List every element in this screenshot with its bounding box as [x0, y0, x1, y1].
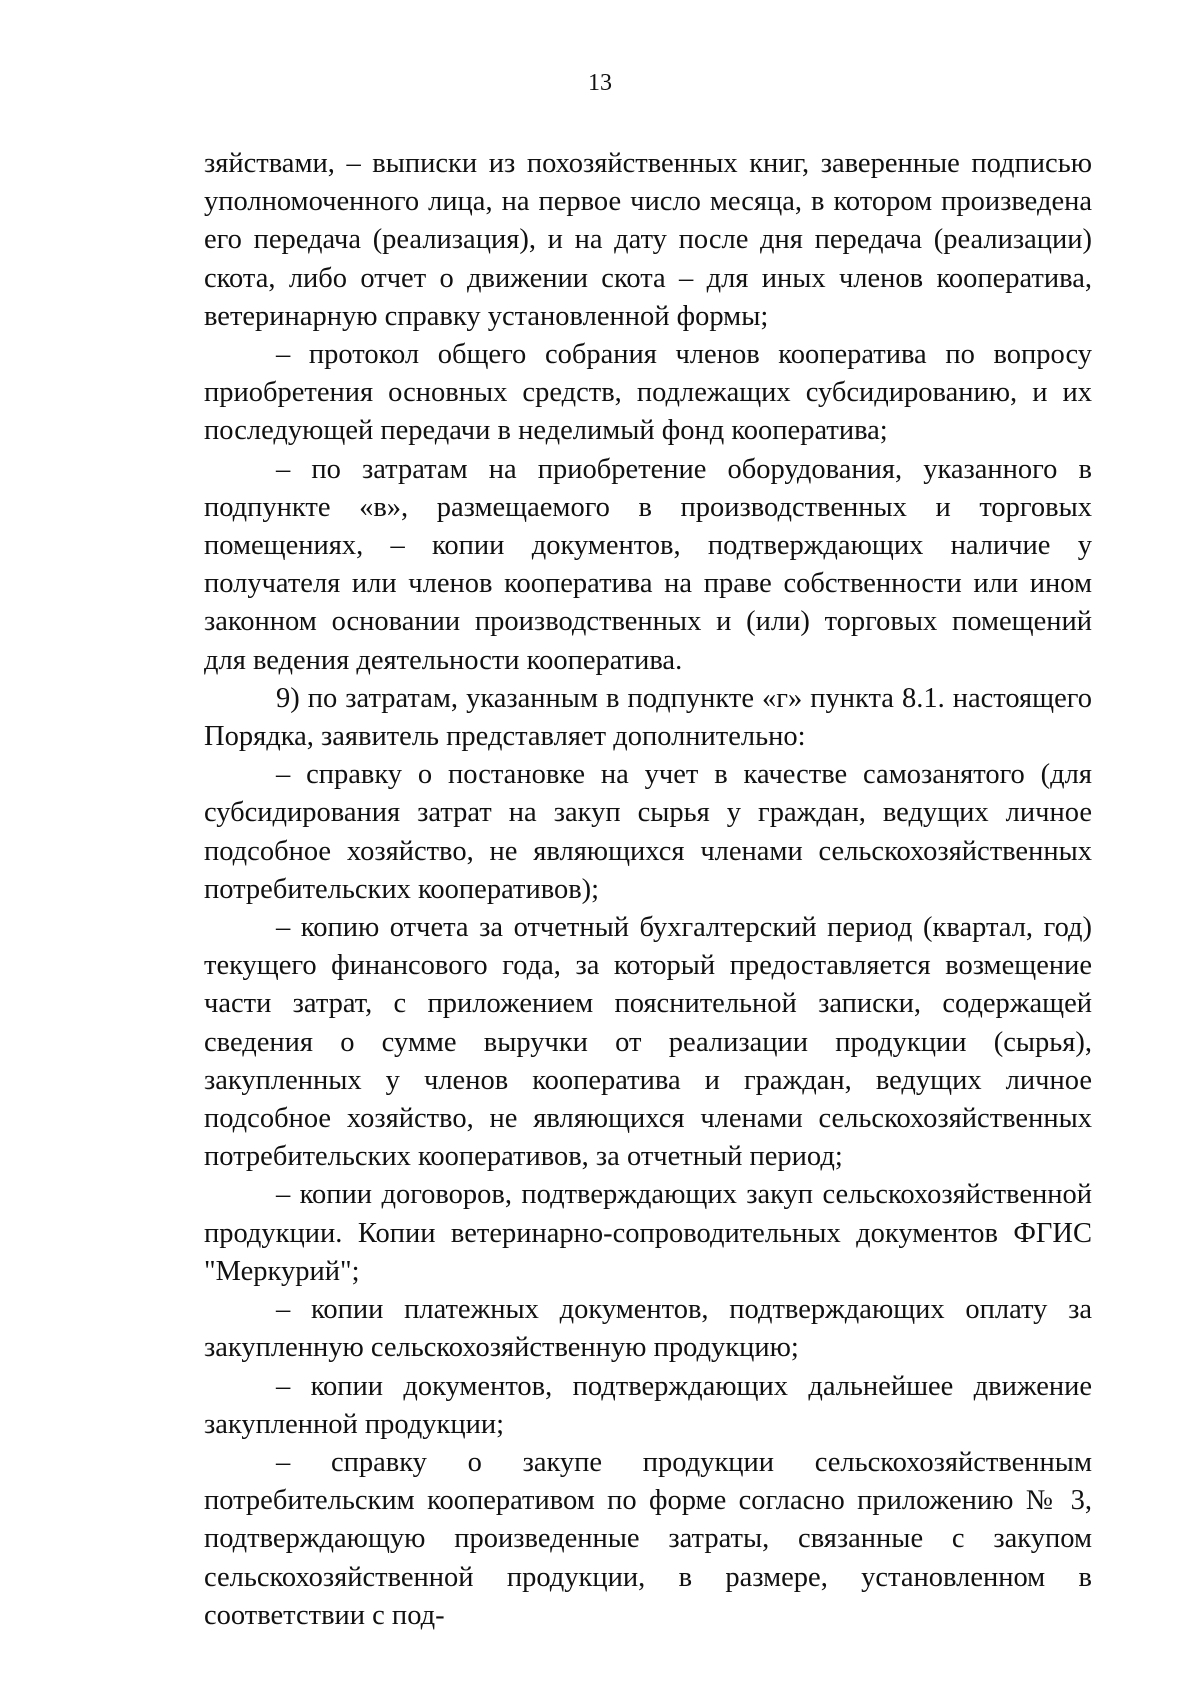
document-body [204, 145, 1092, 1635]
paragraph-1: зяйствами, – выписки из похозяйственных книг, заверенные подписью уполномоченного лица, на первое число месяца, в котором произведена его передача (реализация), и на дату после дня передача (реализации) скота, либо отчет о движении скота – для иных членов кооператива, ветеринарную справку установленной формы; [204, 148, 1092, 332]
page-number: 13 [588, 70, 612, 96]
paragraph-2: – протокол общего собрания членов кооператива по вопросу приобретения основных средств, подлежащих субсидированию, и их последующей передачи в неделимый фонд кооператива; [204, 339, 1092, 447]
paragraph-6: – копию отчета за отчетный бухгалтерский период (квартал, год) текущего финансового года, за который предоставляется возмещение части затрат, с приложением пояснительной записки, содержащей сведения о сумме выручки от реализации продукции (сырья), закупленных у членов кооператива и граждан, ведущих личное подсобное хозяйство, не являющихся членами сельскохозяйственных потребительских кооперативов, за отчетный период; [204, 912, 1092, 1173]
paragraph-10: – справку о закупе продукции сельскохозяйственным потребительским кооперативом по форме согласно приложению № 3, подтверждающую произведенные затраты, связанные с закупом сельскохозяйственной продукции, в размере, установленном в соответствии с под- [204, 1446, 1092, 1631]
paragraph-7: – копии договоров, подтверждающих закуп сельскохозяйственной продукции. Копии ветеринарно-сопроводительных документов ФГИС "Меркурий"; [204, 1179, 1092, 1287]
paragraph-5: – справку о постановке на учет в качестве самозанятого (для субсидирования затрат на закуп сырья у граждан, ведущих личное подсобное хозяйство, не являющихся членами сельскохозяйственных потребительских кооперативов); [204, 759, 1092, 905]
paragraph-4: 9) по затратам, указанным в подпункте «г» пункта 8.1. настоящего Порядка, заявитель представляет дополнительно: [204, 682, 1092, 753]
paragraph-8: – копии платежных документов, подтверждающих оплату за закупленную сельскохозяйственную продукцию; [204, 1294, 1092, 1364]
paragraph-3: – по затратам на приобретение оборудования, указанного в подпункте «в», размещаемого в производственных и торговых помещениях, – копии документов, подтверждающих наличие у получателя или членов кооператива на праве собственности или ином законном основании производственных и (или) торговых помещений для ведения деятельности кооператива. [204, 453, 1092, 676]
paragraph-9: – копии документов, подтверждающих дальнейшее движение закупленной продукции; [204, 1370, 1092, 1440]
